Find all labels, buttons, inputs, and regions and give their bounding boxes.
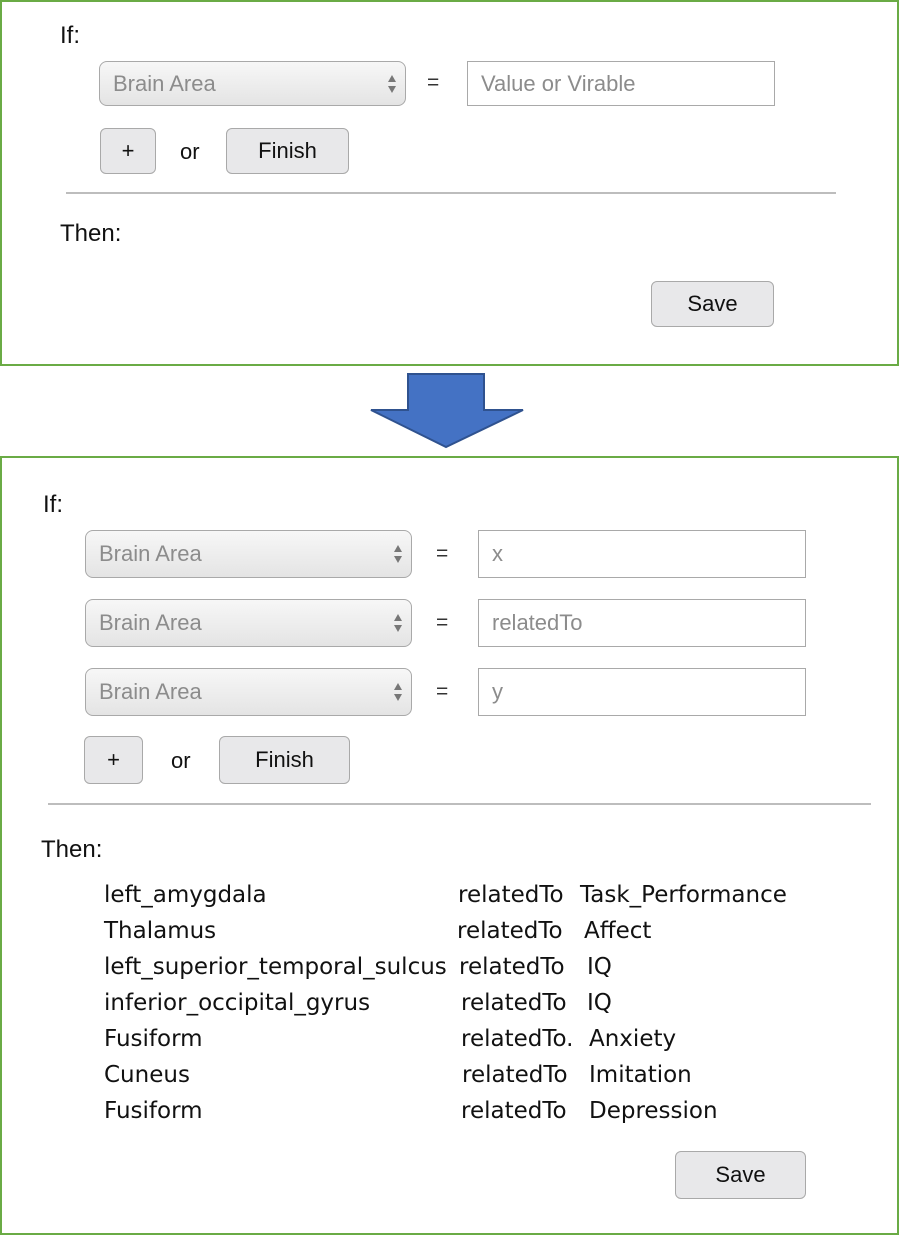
value-input[interactable] [478, 599, 806, 647]
add-condition-button[interactable]: + [100, 128, 156, 174]
rule-object: Imitation [589, 1062, 692, 1088]
then-label: Then: [60, 220, 122, 247]
rule-relation: relatedTo [458, 882, 564, 908]
select-value: Brain Area [113, 70, 216, 96]
rule-subject: Fusiform [104, 1098, 203, 1124]
add-condition-button[interactable]: + [84, 736, 143, 784]
rule-editor-empty-panel [0, 0, 899, 366]
equals-sign: = [436, 542, 449, 565]
value-input[interactable] [478, 530, 806, 578]
save-button[interactable]: Save [675, 1151, 806, 1199]
down-arrow-icon [368, 372, 528, 450]
rule-subject: left_amygdala [104, 882, 267, 908]
brain-area-select[interactable] [85, 668, 412, 716]
rule-object: Affect [584, 918, 652, 944]
finish-button[interactable]: Finish [226, 128, 349, 174]
or-label: or [171, 748, 191, 773]
rule-relation: relatedTo [457, 918, 563, 944]
value-input[interactable] [467, 61, 775, 106]
rule-subject: left_superior_temporal_sulcus [104, 954, 447, 980]
updown-arrows-icon [387, 72, 397, 96]
rule-subject: Fusiform [104, 1026, 203, 1052]
rule-subject: inferior_occipital_gyrus [104, 990, 371, 1016]
value-input-text: y [492, 679, 503, 704]
updown-arrows-icon [393, 680, 403, 704]
rule-object: IQ [587, 990, 612, 1016]
select-value: Brain Area [99, 610, 202, 635]
select-value: Brain Area [99, 541, 202, 566]
value-input-text: x [492, 541, 503, 566]
rule-relation: relatedTo [461, 990, 567, 1016]
equals-sign: = [436, 611, 449, 634]
rule-object: Anxiety [589, 1026, 677, 1052]
rule-relation: relatedTo [462, 1062, 568, 1088]
brain-area-select[interactable] [85, 530, 412, 578]
rule-relation: relatedTo. [461, 1026, 574, 1052]
rule-editor-filled-panel [0, 456, 899, 1235]
equals-sign: = [427, 71, 440, 94]
rule-object: IQ [587, 954, 612, 980]
rule-object: Task_Performance [580, 882, 787, 908]
updown-arrows-icon [393, 611, 403, 635]
or-label: or [180, 139, 200, 164]
rule-relation: relatedTo [459, 954, 565, 980]
value-input-text: relatedTo [492, 610, 583, 635]
select-value: Brain Area [99, 679, 202, 704]
then-label: Then: [41, 836, 103, 863]
save-button[interactable]: Save [651, 281, 774, 327]
brain-area-select[interactable] [85, 599, 412, 647]
divider [66, 192, 836, 194]
value-input[interactable] [478, 668, 806, 716]
value-input-placeholder: Value or Virable [481, 70, 636, 96]
rule-subject: Thalamus [104, 918, 217, 944]
finish-button[interactable]: Finish [219, 736, 350, 784]
updown-arrows-icon [393, 542, 403, 566]
divider [48, 803, 871, 805]
if-label: If: [43, 491, 64, 518]
rule-relation: relatedTo [461, 1098, 567, 1124]
rule-object: Depression [589, 1098, 718, 1124]
brain-area-select[interactable] [99, 61, 406, 106]
rule-subject: Cuneus [104, 1062, 190, 1088]
if-label: If: [60, 22, 81, 49]
equals-sign: = [436, 680, 449, 703]
